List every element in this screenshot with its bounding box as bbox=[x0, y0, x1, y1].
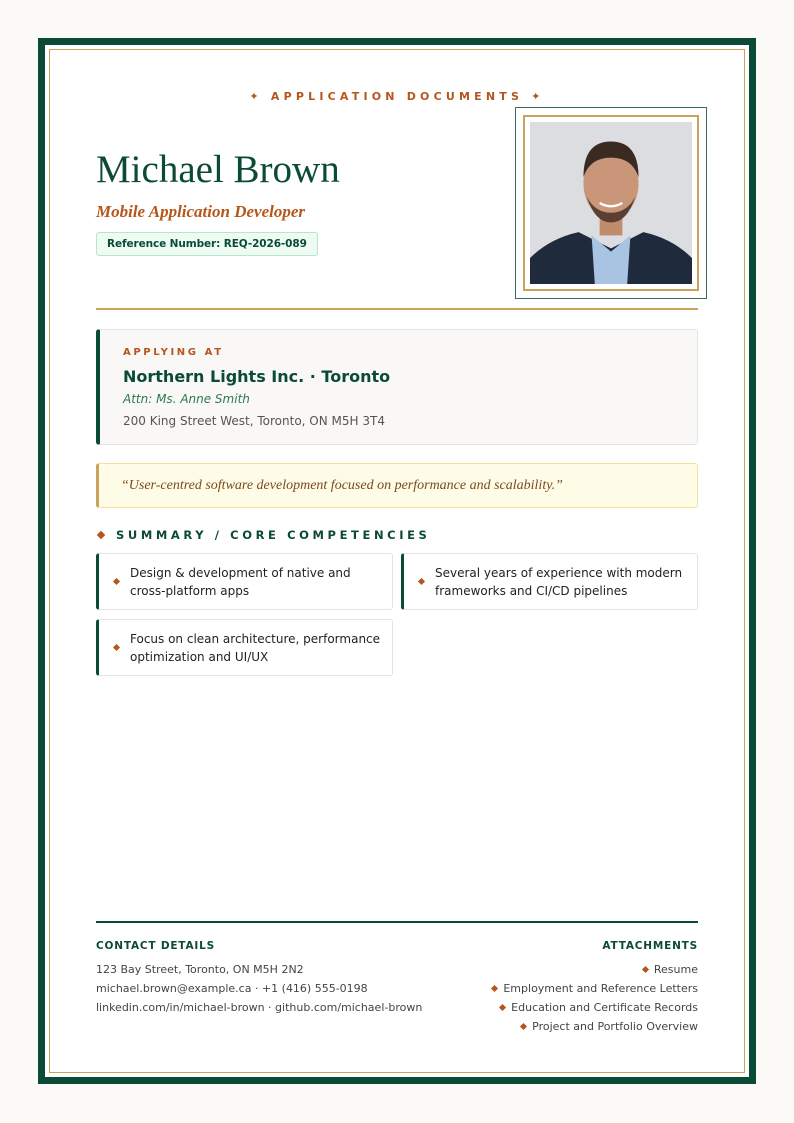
attachments-heading: ATTACHMENTS bbox=[602, 940, 698, 952]
company-name: Northern Lights Inc. · Toronto bbox=[123, 367, 391, 386]
portrait-frame bbox=[515, 107, 707, 299]
applicant-name: Michael Brown bbox=[96, 148, 340, 191]
competency-text: Focus on clean architecture, performance optimization and UI/UX bbox=[130, 631, 381, 664]
diamond-bullet-icon bbox=[418, 578, 425, 585]
attachment-label: Resume bbox=[653, 963, 698, 976]
company-address: 200 King Street West, Toronto, ON M5H 3T4 bbox=[123, 414, 385, 428]
personal-statement-quote: “User-centred software development focused on performance and scalability.” bbox=[96, 463, 698, 508]
document-eyebrow: ✦ APPLICATION DOCUMENTS ✦ bbox=[249, 90, 545, 103]
summary-heading bbox=[96, 527, 430, 543]
diamond-bullet-icon bbox=[520, 1023, 527, 1030]
applicant-role: Mobile Application Developer bbox=[96, 202, 306, 221]
diamond-bullet-icon bbox=[491, 985, 498, 992]
applying-at-label: APPLYING AT bbox=[123, 347, 224, 358]
attachment-item bbox=[492, 982, 698, 995]
contact-profiles: linkedin.com/in/michael-brown · github.com/michael-brown bbox=[96, 1001, 423, 1014]
attachment-item bbox=[521, 1020, 698, 1033]
competency-text: Design & development of native and cross-platform apps bbox=[130, 565, 351, 598]
attachment-label: Employment and Reference Letters bbox=[503, 982, 698, 995]
diamond-bullet-icon bbox=[97, 531, 105, 539]
contact-details-heading: CONTACT DETAILS bbox=[96, 940, 215, 952]
diamond-bullet-icon bbox=[113, 578, 120, 585]
competency-card bbox=[96, 619, 393, 676]
attention-line: Attn: Ms. Anne Smith bbox=[123, 392, 250, 406]
reference-number-badge: Reference Number: REQ-2026-089 bbox=[96, 232, 318, 256]
applying-at-card bbox=[96, 329, 698, 445]
attachment-item bbox=[500, 1001, 698, 1014]
attachment-label: Education and Certificate Records bbox=[511, 1001, 698, 1014]
diamond-bullet-icon bbox=[642, 966, 649, 973]
attachment-label: Project and Portfolio Overview bbox=[532, 1020, 698, 1033]
contact-email-phone: michael.brown@example.ca · +1 (416) 555-0198 bbox=[96, 982, 368, 995]
diamond-bullet-icon bbox=[499, 1004, 506, 1011]
diamond-bullet-icon bbox=[113, 644, 120, 651]
competency-card bbox=[96, 553, 393, 610]
competency-card bbox=[401, 553, 698, 610]
contact-address: 123 Bay Street, Toronto, ON M5H 2N2 bbox=[96, 963, 304, 976]
attachment-item bbox=[643, 963, 698, 976]
header-divider bbox=[96, 308, 698, 310]
footer-divider bbox=[96, 921, 698, 923]
summary-title: SUMMARY / CORE COMPETENCIES bbox=[116, 528, 431, 542]
competency-text: Several years of experience with modern frameworks and CI/CD pipelines bbox=[435, 565, 683, 598]
applicant-portrait bbox=[530, 122, 692, 284]
